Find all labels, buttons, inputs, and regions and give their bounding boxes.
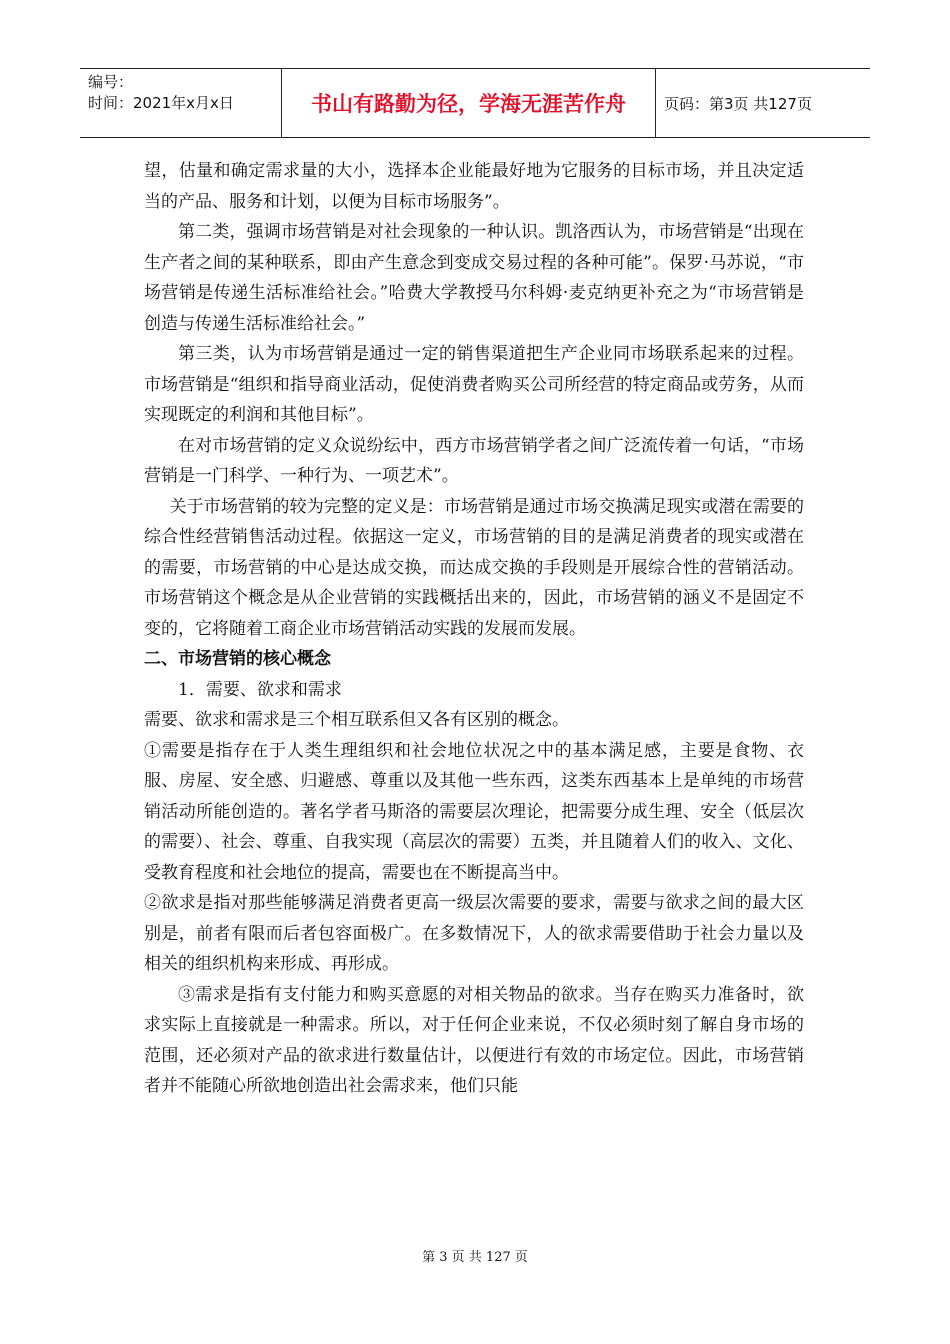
section-heading: 二、市场营销的核心概念 [144, 649, 331, 669]
date-label: 时间：2021年x月x日 [88, 94, 234, 112]
paragraph: 第二类，强调市场营销是对社会现象的一种认识。凯洛西认为，市场营销是“出现在生产者之间的某种联系，即由产生意念到变成交易过程的各种可能”。保罗·马苏说，“市场营销是传递生活标准给社会。”哈费大学教授马尔科姆·麦克纳更补充之为“市场营销是创造与传递生活标准给社会。” [144, 222, 804, 334]
page-footer: 第 3 页 共 127 页 [422, 1250, 528, 1265]
paragraph: 第三类，认为市场营销是通过一定的销售渠道把生产企业同市场联系起来的过程。市场营销是“组织和指导商业活动，促使消费者购买公司所经营的特定商品或劳务，从而实现既定的利润和其他目标”。 [144, 344, 804, 425]
paragraph: 需要、欲求和需求是三个相互联系但又各有区别的概念。 [144, 710, 569, 730]
header-page-info: 页码：第3页 共127页 [664, 94, 812, 113]
paragraph: ①需要是指存在于人类生理组织和社会地位状况之中的基本满足感，主要是食物、衣服、房屋、安全感、归避感、尊重以及其他一些东西，这类东西基本上是单纯的市场营销活动所能创造的。著名学者马斯洛的需要层次理论，把需要分成生理、安全（低层次的需要）、社会、尊重、自我实现（高层次的需要）五类，并且随着人们的收入、文化、受教育程度和社会地位的提高，需要也在不断提高当中。 [144, 740, 804, 883]
page-header [80, 68, 870, 138]
header-meta [80, 69, 282, 137]
paragraph: 关于市场营销的较为完整的定义是：市场营销是通过市场交换满足现实或潜在需要的综合性经营销售活动过程。依据这一定义，市场营销的目的是满足消费者的现实或潜在的需要，市场营销的中心是达成交换，而达成交换的手段则是开展综合性的营销活动。市场营销这个概念是从企业营销的实践概括出来的，因此，市场营销的涵义不是固定不变的，它将随着工商企业市场营销活动实践的发展而发展。 [144, 496, 804, 639]
header-motto: 书山有路勤为径，学海无涯苦作舟 [282, 69, 656, 137]
subsection-heading: 1．需要、欲求和需求 [178, 679, 342, 700]
paragraph: 在对市场营销的定义众说纷纭中，西方市场营销学者之间广泛流传着一句话，“市场营销是一门科学、一种行为、一项艺术”。 [144, 435, 804, 486]
paragraph: ②欲求是指对那些能够满足消费者更高一级层次需要的要求，需要与欲求之间的最大区别是，前者有限而后者包容面极广。在多数情况下，人的欲求需要借助于社会力量以及相关的组织机构来形成、再形成。 [144, 893, 804, 974]
paragraph: 望，估量和确定需求量的大小，选择本企业能最好地为它服务的目标市场，并且决定适当的产品、服务和计划，以便为目标市场服务”。 [144, 161, 804, 212]
number-label: 编号： [88, 73, 134, 91]
document-body [144, 156, 804, 1102]
paragraph: ③需求是指有支付能力和购买意愿的对相关物品的欲求。当存在购买力准备时，欲求实际上直接就是一种需求。所以，对于任何企业来说，不仅必须时刻了解自身市场的范围，还必须对产品的欲求进行数量估计，以便进行有效的市场定位。因此，市场营销者并不能随心所欲地创造出社会需求来，他们只能 [144, 984, 804, 1096]
